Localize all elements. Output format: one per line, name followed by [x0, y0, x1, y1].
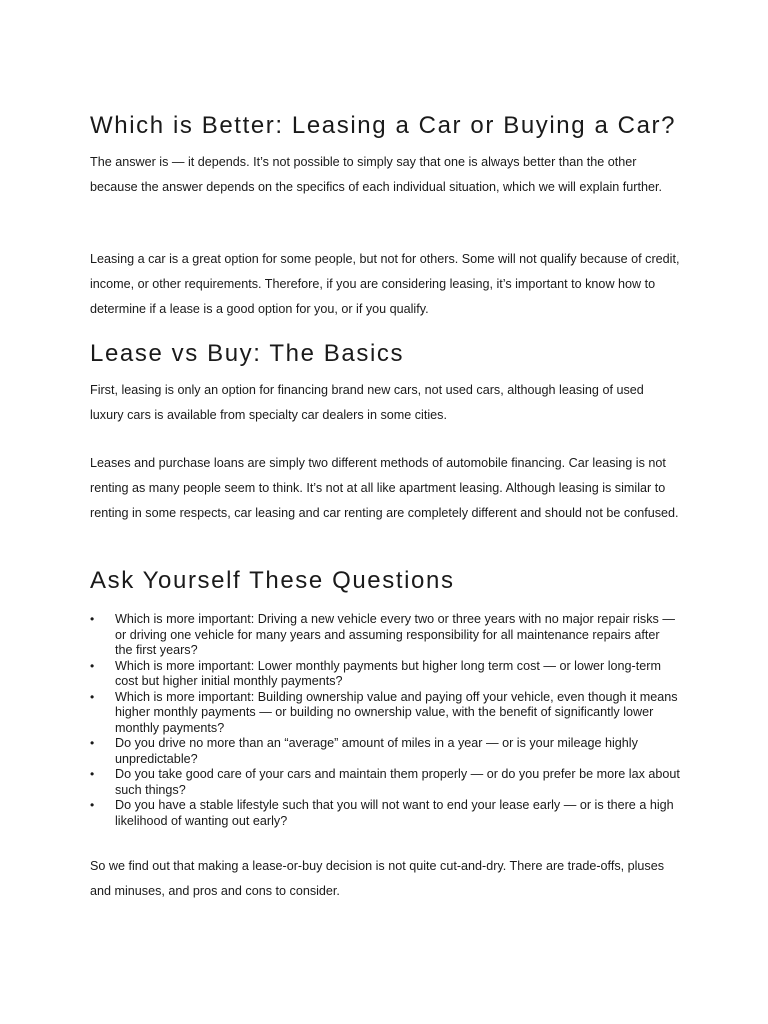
bullet-icon: • [90, 767, 95, 781]
bullet-icon: • [90, 689, 95, 704]
section-heading-basics: Lease vs Buy: The Basics [90, 340, 405, 367]
list-item [90, 612, 680, 659]
closing-paragraph: So we find out that making a lease-or-buy decision is not quite cut-and-dry. There are trade-offs, pluses and minuses, and pros and cons to consider. [90, 859, 665, 898]
question-text: Which is more important: Lower monthly payments but higher long term cost — or lower long-term cost but higher initial monthly payments? [115, 658, 661, 688]
bullet-icon: • [90, 736, 95, 750]
list-item [90, 690, 680, 737]
bullet-icon: • [90, 658, 95, 673]
bullet-icon: • [90, 612, 95, 626]
list-item [90, 798, 680, 829]
intro-paragraph: Leasing a car is a great option for some people, but not for others. Some will not qualify because of credit, income, or other requirements. Therefore, if you are considering leasing, it’s important to know how to determine if a lease is a good option for you, or if you qualify. [90, 252, 680, 316]
question-text: Which is more important: Building ownership value and paying off your vehicle, even though it means higher monthly payments — or building no ownership value, with the benefit of significantly lower monthly payments? [115, 689, 678, 735]
question-text: Which is more important: Driving a new vehicle every two or three years with no major repair risks — or driving one vehicle for many years and assuming responsibility for all maintenance repairs after the first years? [115, 612, 675, 657]
list-item [90, 659, 680, 690]
page-title: Which is Better: Leasing a Car or Buying a Car? [90, 112, 677, 139]
list-item [90, 767, 680, 798]
body-paragraph: First, leasing is only an option for financing brand new cars, not used cars, although leasing of used luxury cars is available from specialty car dealers in some cities. [90, 383, 644, 422]
section-heading-questions: Ask Yourself These Questions [90, 567, 455, 594]
question-text: Do you take good care of your cars and maintain them properly — or do you prefer be more lax about such things? [115, 767, 680, 797]
body-paragraph: Leases and purchase loans are simply two different methods of automobile financing. Car leasing is not renting as many people seem to think. It’s not at all like apartment leasing. Although leasing is similar to renting in some respects, car leasing and car renting are completely different and should not be confused. [90, 456, 679, 520]
questions-list [90, 612, 680, 829]
question-text: Do you drive no more than an “average” amount of miles in a year — or is your mileage highly unpredictable? [115, 736, 638, 766]
list-item [90, 736, 680, 767]
bullet-icon: • [90, 798, 95, 812]
intro-paragraph: The answer is — it depends. It’s not possible to simply say that one is always better than the other because the answer depends on the specifics of each individual situation, which we will explain further. [90, 155, 662, 194]
question-text: Do you have a stable lifestyle such that you will not want to end your lease early — or is there a high likelihood of wanting out early? [115, 798, 674, 828]
